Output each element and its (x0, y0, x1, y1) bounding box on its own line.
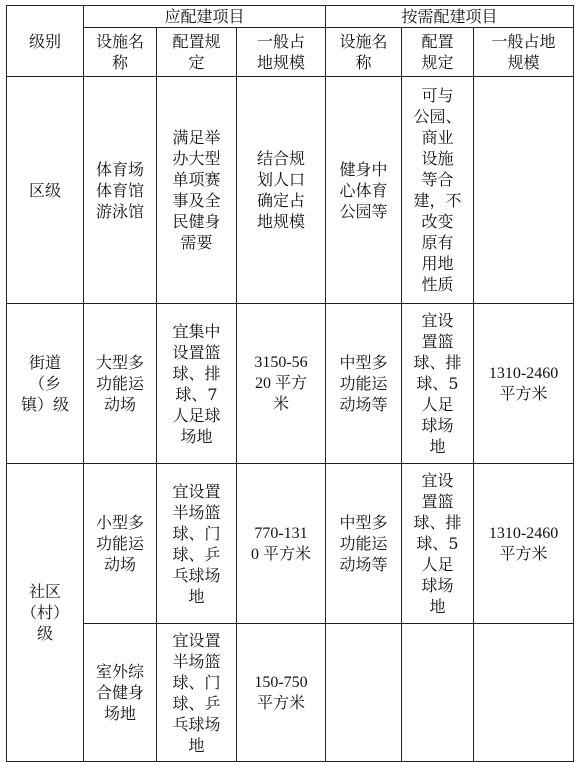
opt-facility-cell: 中型多 功能运 动场等 (326, 464, 402, 624)
level-cell: 街道 （乡 镇）级 (7, 304, 84, 464)
opt-rule-cell: 宜设 置篮 球、排 球、5 人足 球场 地 (402, 304, 474, 464)
header-config-rule: 配置规 定 (157, 28, 237, 77)
scale-cell: 150-750 平方米 (237, 624, 326, 762)
header-opt-config-rule: 配置 规定 (402, 28, 474, 77)
rule-cell: 宜设置 半场篮 球、门 球、乒 乓球场 地 (157, 464, 237, 624)
scale-cell: 结合规 划人口 确定占 地规模 (237, 77, 326, 304)
facility-cell: 大型多 功能运 动场 (84, 304, 157, 464)
level-cell: 区级 (7, 77, 84, 304)
opt-scale-cell (474, 77, 574, 304)
facility-cell: 小型多 功能运 动场 (84, 464, 157, 624)
header-row-groups (7, 6, 574, 28)
opt-rule-cell: 宜设 置篮 球、排 球、5 人足 球场 地 (402, 464, 474, 624)
opt-rule-cell (402, 624, 474, 762)
header-opt-facility-name: 设施名 称 (326, 28, 402, 77)
header-land-scale: 一般占 地规模 (237, 28, 326, 77)
header-row-columns (7, 28, 574, 77)
opt-scale-cell (474, 624, 574, 762)
rule-cell: 宜集中 设置篮 球、排 球、7 人足球 场地 (157, 304, 237, 464)
level-cell: 社区 （村） 级 (7, 464, 84, 762)
header-optional-group: 按需配建项目 (326, 6, 574, 28)
rule-cell: 宜设置 半场篮 球、门 球、乒 乓球场 地 (157, 624, 237, 762)
opt-facility-cell: 中型多 功能运 动场等 (326, 304, 402, 464)
facility-cell: 室外综 合健身 场地 (84, 624, 157, 762)
header-required-group: 应配建项目 (84, 6, 326, 28)
header-opt-land-scale: 一般占地 规模 (474, 28, 574, 77)
table-row (7, 304, 574, 464)
table-row (7, 77, 574, 304)
opt-rule-cell: 可与 公园、 商业 设施 等合 建，不 改变 原有 用地 性质 (402, 77, 474, 304)
scale-cell: 770-131 0 平方米 (237, 464, 326, 624)
rule-cell: 满足举 办大型 单项赛 事及全 民健身 需要 (157, 77, 237, 304)
scale-cell: 3150-56 20 平方 米 (237, 304, 326, 464)
table-row (7, 464, 574, 624)
opt-facility-cell (326, 624, 402, 762)
table-row (7, 624, 574, 762)
opt-scale-cell: 1310-2460 平方米 (474, 464, 574, 624)
opt-scale-cell: 1310-2460 平方米 (474, 304, 574, 464)
facility-standards-table (6, 5, 574, 762)
facility-cell: 体育场 体育馆 游泳馆 (84, 77, 157, 304)
header-level: 级别 (7, 6, 84, 77)
opt-facility-cell: 健身中 心体育 公园等 (326, 77, 402, 304)
header-facility-name: 设施名 称 (84, 28, 157, 77)
